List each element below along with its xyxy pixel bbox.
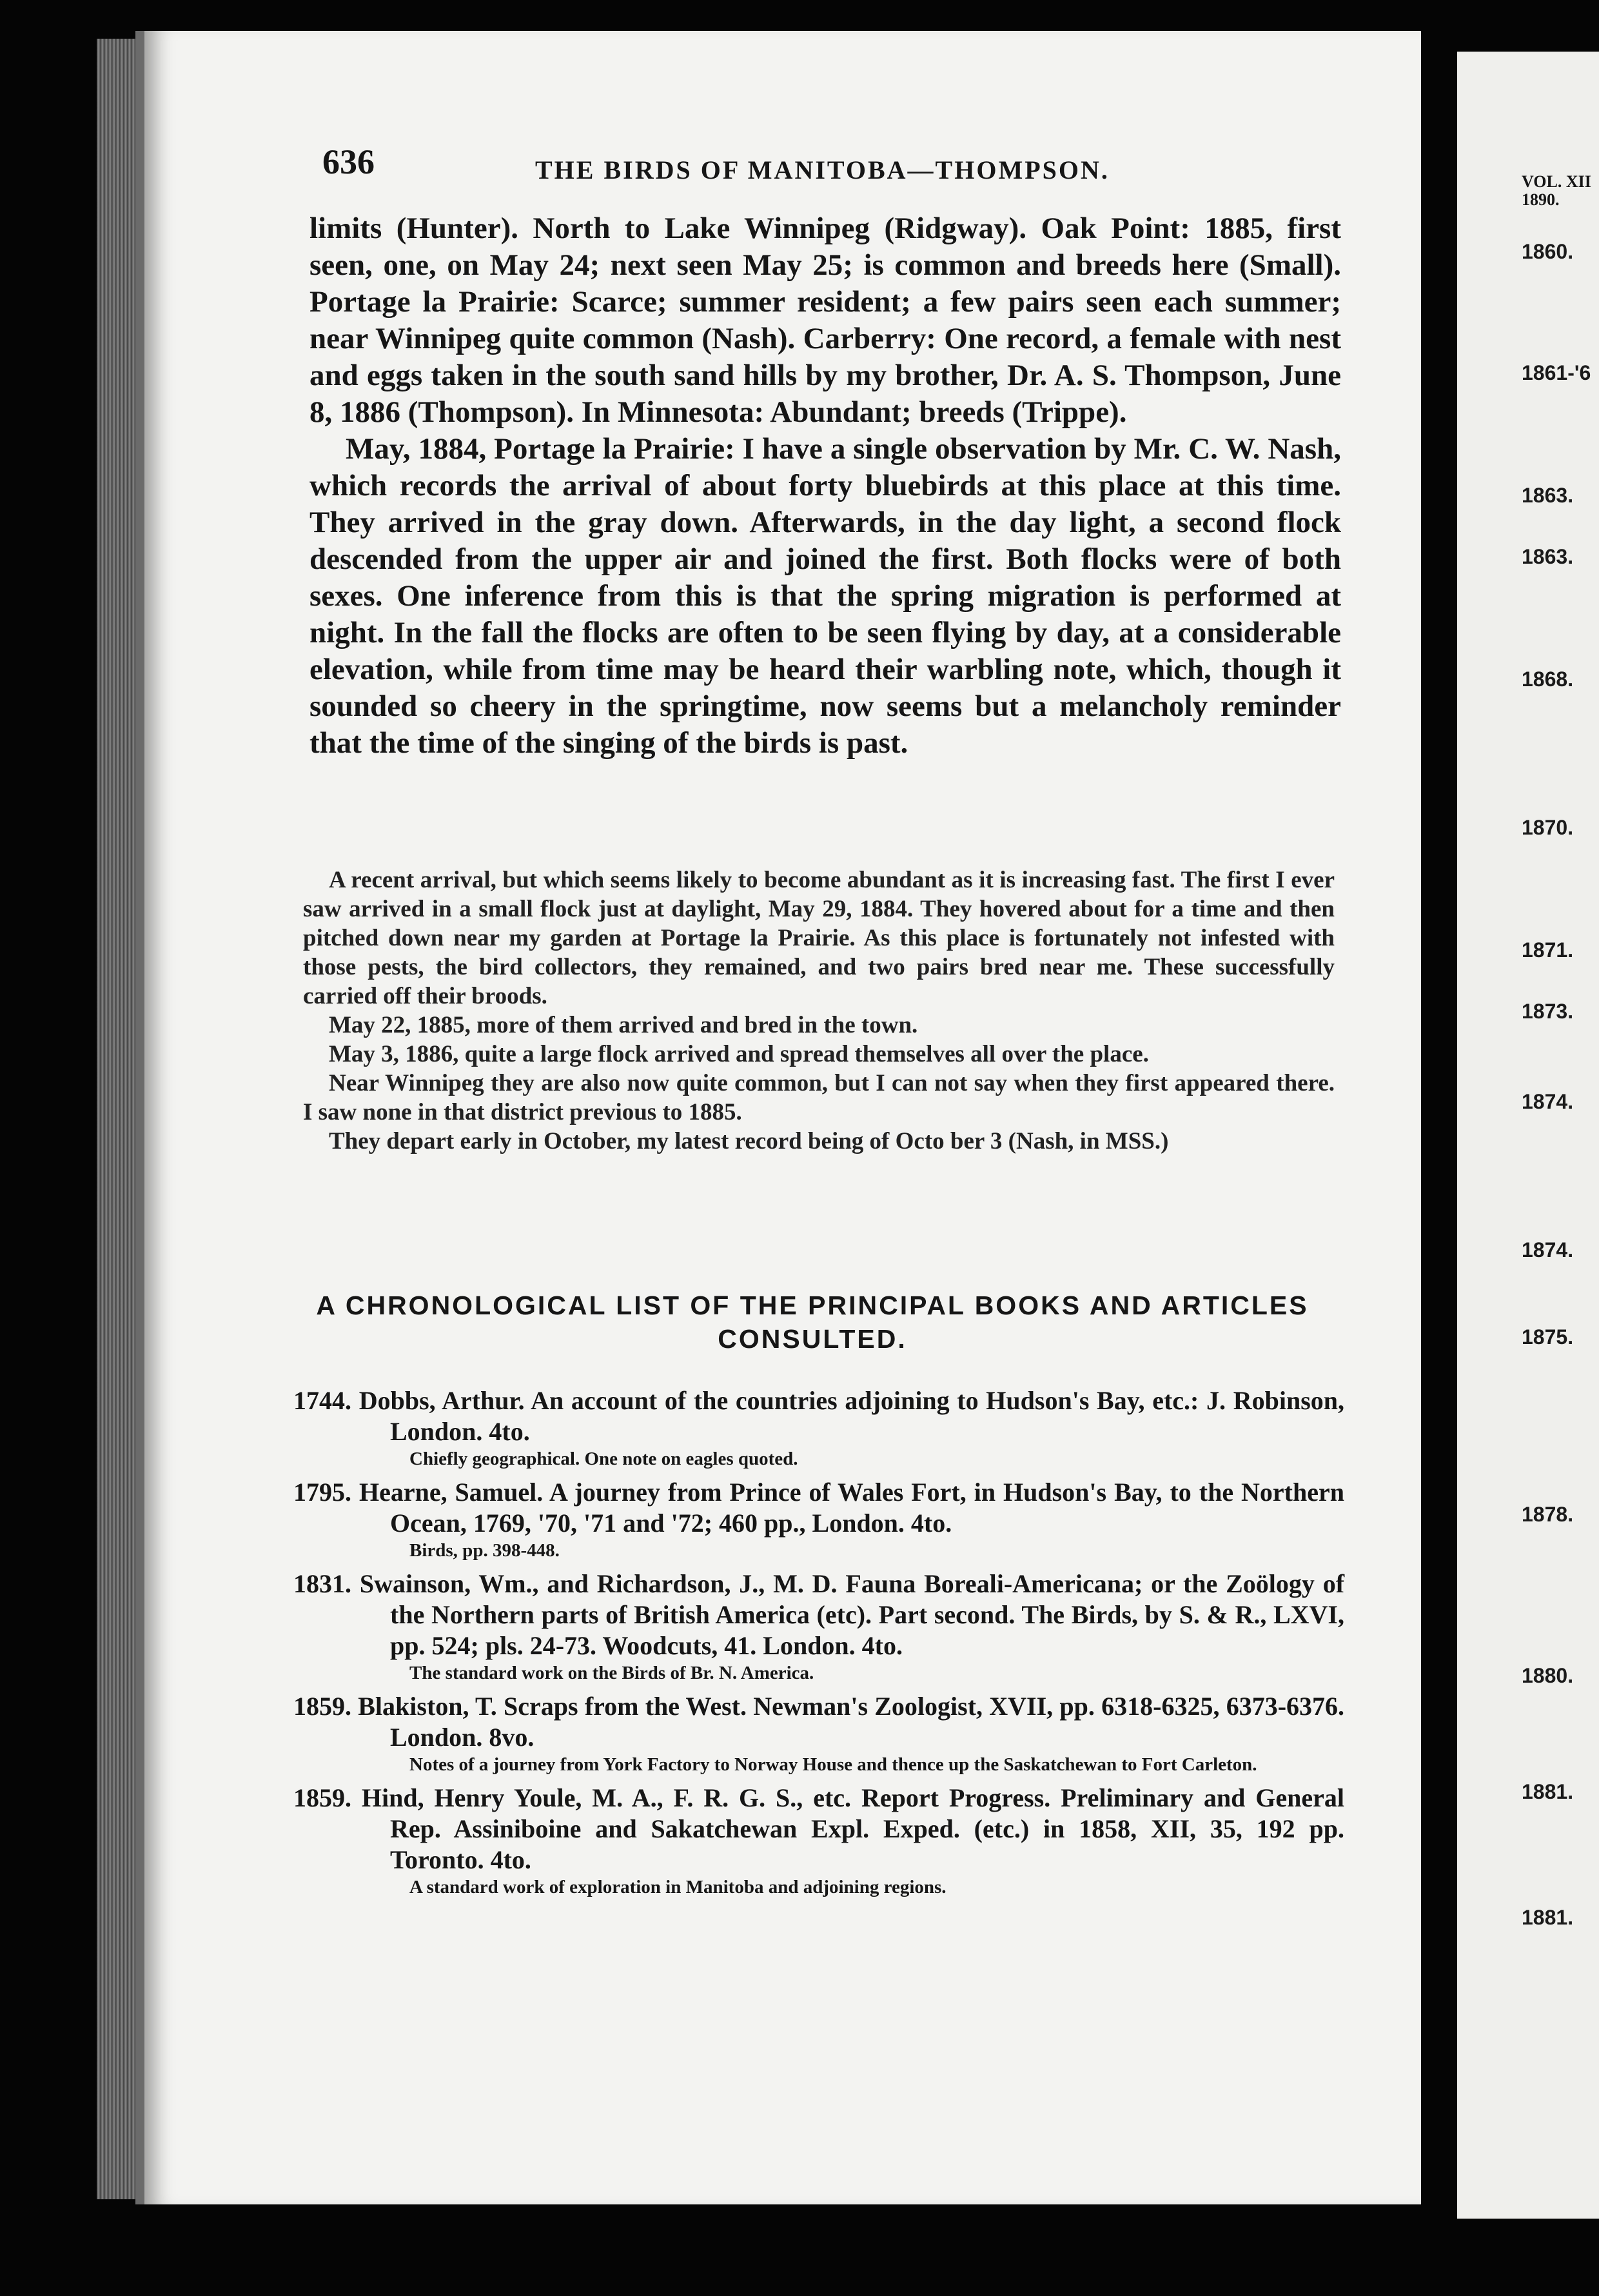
section-heading: A CHRONOLOGICAL LIST OF THE PRINCIPAL BOOKS AND ARTICLES CONSULTED. xyxy=(316,1291,1309,1354)
bibliography xyxy=(293,1385,1344,1905)
facing-page-year: 1868. xyxy=(1522,668,1574,691)
entry-note: Notes of a journey from York Factory to Norway House and thence up the Saskatchewan to Fort Carleton. xyxy=(409,1754,1257,1775)
entry-year: 1859. xyxy=(293,1692,351,1721)
entry-author: Hearne, Samuel. xyxy=(358,1478,544,1507)
facing-head-line: VOL. XII xyxy=(1522,172,1591,191)
facing-page-head xyxy=(1522,173,1591,209)
entry-text: Fauna Boreali-Americana; or the Zoölogy of the Northern parts of British America (etc). Part second. The Birds, by S. & R., LXVI, pp. 524; pls. 24-73. Woodcuts, 41. London. 4to. xyxy=(390,1569,1345,1660)
small-paragraph: A recent arrival, but which seems likely to become abundant as it is increasing fast. The first I ever saw arrived in a small flock just at daylight, May 29, 1884. They hovered about for a time and then pitched down near my garden at Portage la Prairie. As this place is fortunately not infested with those pests, the bird collectors, they remained, and two pairs bred near me. These successfully carried off their broods. xyxy=(303,867,1335,1009)
facing-page-year: 1881. xyxy=(1522,1906,1574,1929)
entry-author: Dobbs, Arthur. xyxy=(358,1386,525,1415)
entry-text: Scraps from the West. Newman's Zoologist, XVII, pp. 6318-6325, 6373-6376. London. 8vo. xyxy=(390,1692,1345,1752)
facing-page-year: 1881. xyxy=(1522,1780,1574,1803)
facing-page-year: 1874. xyxy=(1522,1090,1574,1113)
facing-page-year: 1860. xyxy=(1522,240,1574,263)
facing-page-year: 1873. xyxy=(1522,1000,1574,1023)
facing-page-year: 1875. xyxy=(1522,1325,1574,1349)
facing-page-year: 1863. xyxy=(1522,484,1574,507)
facing-head-line: 1890. xyxy=(1522,190,1560,209)
main-text xyxy=(309,210,1341,762)
entry-text: Report Progress. Preliminary and General Rep. Assiniboine and Sakatchewan Expl. Exped. (etc.) in 1858, XII, 35, 192 pp. Toronto. 4to. xyxy=(390,1783,1345,1874)
quoted-observations xyxy=(303,866,1335,1156)
entry-year: 1831. xyxy=(293,1569,351,1598)
paragraph: limits (Hunter). North to Lake Winnipeg (Ridgway). Oak Point: 1885, first seen, one, on May 24; next seen May 25; is common and breeds here (Small). Portage la Prairie: Scarce; summer resident; a few pairs seen each summer; near Winnipeg quite common (Nash). Carberry: One record, a female with nest and eggs taken in the south sand hills by my brother, Dr. A. S. Thompson, June 8, 1886 (Thompson). In Minnesota: Abundant; breeds (Trippe). xyxy=(309,212,1341,429)
facing-page-year: 1878. xyxy=(1522,1503,1574,1526)
page-header xyxy=(322,142,1380,187)
bibliography-entry xyxy=(293,1477,1344,1562)
small-paragraph: Near Winnipeg they are also now quite common, but I can not say when they first appeared there. I saw none in that district previous to 1885. xyxy=(303,1070,1335,1125)
entry-year: 1744. xyxy=(293,1386,351,1415)
facing-page-year: 1880. xyxy=(1522,1664,1574,1687)
running-head: THE BIRDS OF MANITOBA—THOMPSON. xyxy=(535,155,1110,184)
facing-page-year: 1863. xyxy=(1522,545,1574,568)
entry-note: Birds, pp. 398-448. xyxy=(409,1540,560,1561)
entry-author: Swainson, Wm., and Richardson, J., M. D. xyxy=(359,1569,838,1598)
entry-year: 1859. xyxy=(293,1783,351,1812)
entry-author: Blakiston, T. xyxy=(358,1692,497,1721)
entry-year: 1795. xyxy=(293,1478,351,1507)
facing-page-year: 1874. xyxy=(1522,1238,1574,1262)
entry-note: A standard work of exploration in Manitoba and adjoining regions. xyxy=(409,1877,947,1897)
page-number: 636 xyxy=(322,143,375,181)
entry-note: The standard work on the Birds of Br. N. America. xyxy=(409,1663,814,1683)
facing-page-year: 1871. xyxy=(1522,938,1574,962)
bibliography-entry xyxy=(293,1691,1344,1776)
bibliography-entry xyxy=(293,1783,1344,1899)
entry-note: Chiefly geographical. One note on eagles quoted. xyxy=(409,1449,798,1469)
entry-text: An account of the countries adjoining to Hudson's Bay, etc.: J. Robinson, London. 4to. xyxy=(390,1386,1345,1446)
facing-page-year: 1861-'6 xyxy=(1522,361,1591,384)
paragraph: May, 1884, Portage la Prairie: I have a single observation by Mr. C. W. Nash, which records the arrival of about forty bluebirds at this place at this time. They arrived in the gray down. Afterwards, in the day light, a second flock descended from the upper air and joined the first. Both flocks were of both sexes. One inference from this is that the spring migration is performed at night. In the fall the flocks are often to be seen flying by day, at a considerable elevation, while from time may be heard their warbling note, which, though it sounded so cheery in the springtime, now seems but a melancholy reminder that the time of the singing of the birds is past. xyxy=(309,432,1341,760)
small-paragraph: They depart early in October, my latest record being of Octo ber 3 (Nash, in MSS.) xyxy=(329,1128,1169,1154)
entry-author: Hind, Henry Youle, M. A., F. R. G. S., etc. xyxy=(361,1783,852,1812)
entry-text: A journey from Prince of Wales Fort, in Hudson's Bay, to the Northern Ocean, 1769, '70, '71 and '72; 460 pp., London. 4to. xyxy=(390,1478,1344,1538)
small-paragraph: May 3, 1886, quite a large flock arrived and spread themselves all over the place. xyxy=(329,1041,1149,1067)
bibliography-entry xyxy=(293,1569,1344,1685)
page-edge xyxy=(97,39,135,2199)
bibliography-entry xyxy=(293,1385,1344,1470)
small-paragraph: May 22, 1885, more of them arrived and bred in the town. xyxy=(329,1012,918,1038)
facing-page-year: 1870. xyxy=(1522,816,1574,839)
